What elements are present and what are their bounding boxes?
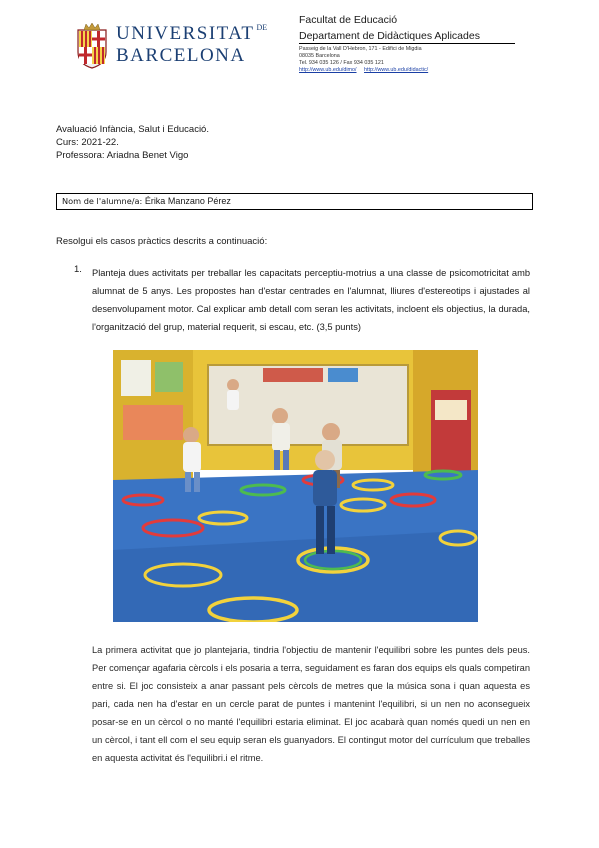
address-phone: Tel. 934 035 126 / Fax 934 035 121 bbox=[299, 60, 384, 66]
address-block bbox=[299, 46, 428, 74]
address-city: 08035 Barcelona bbox=[299, 53, 340, 59]
link-dimo[interactable]: http://www.ub.edu/dimo/ bbox=[299, 67, 357, 73]
course-year: Curs: 2021-22. bbox=[56, 137, 119, 148]
course-subject: Avaluació Infància, Salut i Educació. bbox=[56, 124, 209, 135]
university-name bbox=[116, 24, 267, 65]
answer-text: La primera activitat que jo plantejaria, tindria l'objectiu de mantenir l'equilibri sobre les puntes dels peus. Per començar agafaria cèrcols i els posaria a terra, seguidament es faran dos equips els quals competiran entre si. El joc consisteix a anar passant pels cèrcols de metres que la música sona i quan aquesta es pari, cada nen ha d'estar en un cercle parat de puntes i mantenint l'equilibri, si un nen no aconsegueix posar-se en un cèrcol o no manté l'equilibri estaria eliminat. El joc acabarà quan només quedi un nen en un cèrcol, i tant ell com el seu equip seran els guanyadors. El contingut motor del currículum que treballes en aquesta activitat és l'equilibri.i el ritme. bbox=[92, 645, 530, 763]
university-name-de: DE bbox=[256, 23, 268, 32]
student-name-value: Érika Manzano Pérez bbox=[144, 196, 231, 206]
course-info bbox=[56, 123, 209, 162]
department-name: Departament de Didàctiques Aplicades bbox=[299, 30, 480, 42]
question-number: 1. bbox=[74, 264, 82, 275]
header-divider bbox=[299, 43, 515, 44]
instructions: Resolgui els casos pràctics descrits a continuació: bbox=[56, 236, 268, 247]
student-name-label: Nom de l'alumne/a: bbox=[62, 196, 143, 206]
student-name-box bbox=[56, 193, 533, 210]
link-didactic[interactable]: http://www.ub.edu/didactic/ bbox=[364, 67, 429, 73]
course-professor: Professora: Ariadna Benet Vigo bbox=[56, 150, 189, 161]
address-street: Passeig de la Vall D'Hebron, 171 - Edifici de Migdia bbox=[299, 46, 422, 52]
question-text: Planteja dues activitats per treballar les capacitats perceptiu-motrius a una classe de psicomotricitat amb alumnat de 5 anys. Les propostes han d'estar centrades en l'alumnat, lliures d'estereotips i ajustades al desenvolupament motor. Cal explicar amb detall com seran les activitats, incloent els objectius, la durada, l'organització del grup, material requerit, si escau, etc. (3,5 punts) bbox=[92, 268, 530, 332]
university-name-line1: UNIVERSITAT bbox=[116, 23, 255, 44]
university-crest-logo bbox=[76, 22, 108, 70]
faculty-name: Facultat de Educació bbox=[299, 14, 398, 26]
student-name-row bbox=[62, 196, 231, 206]
university-name-line2: BARCELONA bbox=[116, 45, 246, 66]
classroom-hoops-photo bbox=[113, 350, 478, 622]
faculty-block bbox=[299, 12, 480, 44]
